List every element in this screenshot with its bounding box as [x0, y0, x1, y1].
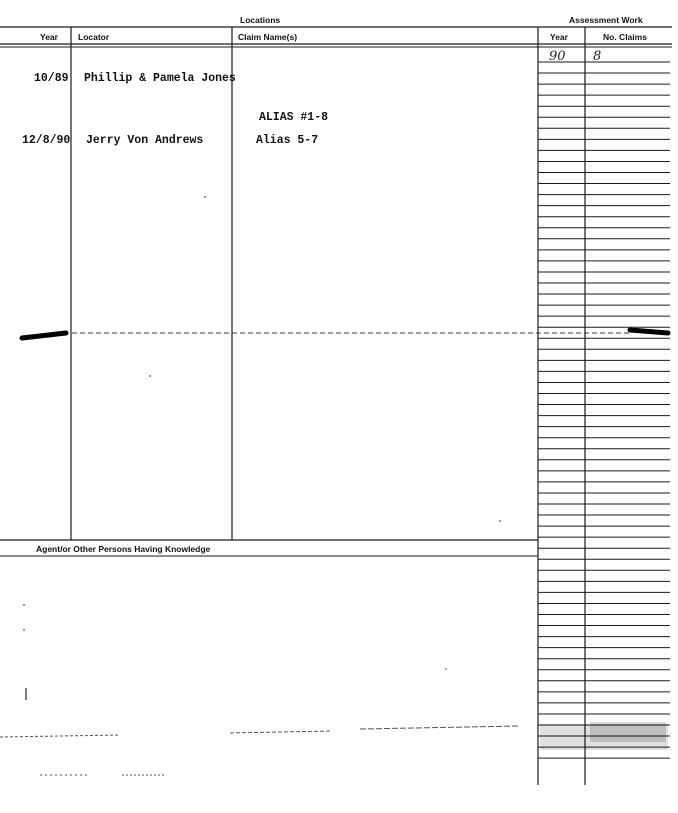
assessment-year-column-header: Year	[550, 32, 568, 42]
location-year-1: 10/89	[34, 72, 69, 85]
assessment-claims-1: 8	[593, 49, 602, 64]
number-of-claims-column-header: No. Claims	[603, 32, 647, 42]
location-claim-2: ALIAS #1-8	[259, 111, 329, 124]
location-locator-1: Phillip & Pamela Jones	[84, 72, 236, 85]
locations-heading: Locations	[240, 15, 281, 25]
assessment-work-rows	[538, 62, 670, 758]
location-claim-3: Alias 5-7	[256, 134, 319, 147]
assessment-year-1: 90	[549, 49, 566, 64]
location-locator-3: Jerry Von Andrews	[86, 134, 204, 147]
left-fold-mark	[22, 333, 66, 338]
year-column-header: Year	[40, 32, 58, 42]
agent-section-label: Agent/or Other Persons Having Knowledge	[36, 544, 211, 554]
location-year-3: 12/8/90	[22, 134, 71, 147]
assessment-work-heading: Assessment Work	[569, 15, 643, 25]
right-fold-mark	[630, 330, 668, 333]
claim-names-column-header: Claim Name(s)	[238, 32, 298, 42]
locator-column-header: Locator	[78, 32, 110, 42]
